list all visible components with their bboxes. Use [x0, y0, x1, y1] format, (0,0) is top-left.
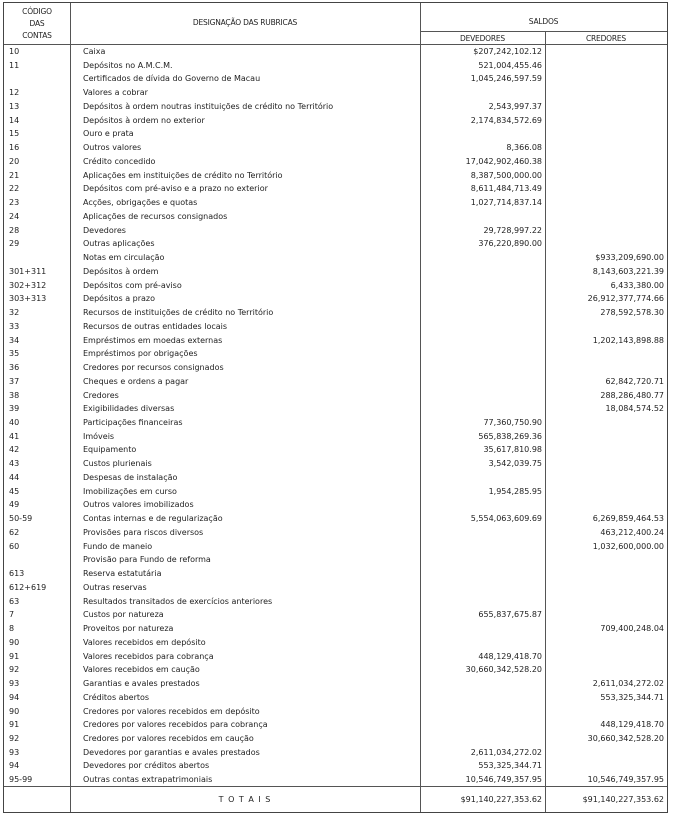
account-code: 94 — [9, 761, 20, 771]
table-row — [4, 265, 667, 279]
account-code: 33 — [9, 321, 20, 331]
account-designation: Credores por valores recebidos em depósito — [83, 706, 260, 716]
account-code: 62 — [9, 527, 20, 537]
account-code: 22 — [9, 184, 20, 194]
account-code: 37 — [9, 376, 20, 386]
debit-balance: 553,325,344.71 — [478, 761, 542, 771]
account-code: 7 — [9, 610, 15, 620]
account-code: 42 — [9, 445, 20, 455]
account-designation: Provisões para riscos diversos — [83, 527, 204, 537]
account-designation: Valores recebidos em depósito — [83, 637, 206, 647]
table-row — [4, 512, 667, 526]
header-line: CÓDIGO — [22, 7, 52, 16]
table-row — [4, 100, 667, 114]
debit-balance: 30,660,342,528.20 — [465, 665, 542, 675]
debit-balance: 10,546,749,357.95 — [465, 775, 542, 785]
account-code: 63 — [9, 596, 20, 606]
debit-balance: 77,360,750.90 — [483, 417, 542, 427]
account-code: 44 — [9, 472, 20, 482]
totals-debit: $91,140,227,353.62 — [460, 795, 542, 804]
table-row — [4, 595, 667, 609]
table-row — [4, 471, 667, 485]
table-row — [4, 718, 667, 732]
debit-column-header: DEVEDORES — [460, 34, 505, 43]
account-designation: Outras aplicações — [83, 239, 155, 249]
table-row — [4, 210, 667, 224]
debit-balance: 565,838,269.36 — [478, 431, 542, 441]
table-row — [4, 608, 667, 622]
account-designation: Créditos abertos — [83, 692, 150, 702]
table-row — [4, 141, 667, 155]
account-designation: Depósitos com pré-aviso e a prazo no exterior — [83, 184, 268, 194]
account-designation: Depósitos a prazo — [83, 294, 155, 304]
credit-balance: 18,084,574.52 — [605, 404, 664, 414]
account-code: 10 — [9, 47, 20, 56]
debit-balance: $207,242,102.12 — [473, 47, 542, 56]
account-code: 21 — [9, 170, 20, 180]
debit-balance: 2,611,034,272.02 — [470, 747, 542, 757]
account-designation: Valores a cobrar — [83, 88, 148, 98]
account-code: 24 — [9, 211, 20, 221]
account-designation: Credores por valores recebidos para cobrança — [83, 720, 268, 730]
credit-balance: 448,129,418.70 — [600, 720, 664, 730]
account-code: 12 — [9, 88, 20, 98]
account-code: 92 — [9, 665, 20, 675]
credit-balance: 2,611,034,272.02 — [592, 679, 664, 689]
credit-balance: 30,660,342,528.20 — [587, 734, 664, 743]
totals-credit: $91,140,227,353.62 — [582, 795, 664, 804]
credit-balance: 278,592,578.30 — [600, 308, 664, 318]
account-designation: Proveitos por natureza — [83, 624, 174, 634]
debit-balance: 29,728,997.22 — [483, 225, 542, 235]
table-row — [4, 155, 667, 169]
credit-balance: 1,202,143,898.88 — [592, 335, 664, 345]
account-code: 92 — [9, 734, 20, 743]
account-code: 13 — [9, 101, 20, 111]
account-designation: Outras contas extrapatrimoniais — [83, 775, 213, 785]
table-row — [4, 45, 667, 59]
debit-balance: 2,543,997.37 — [488, 101, 542, 111]
table-row — [4, 553, 667, 567]
account-designation: Aplicações em instituições de crédito no Território — [83, 170, 283, 180]
table-row — [4, 759, 667, 773]
table-row — [4, 457, 667, 471]
credit-balance: 6,433,380.00 — [610, 280, 664, 290]
account-designation: Certificados de dívida do Governo de Macau — [83, 74, 261, 84]
debit-balance: 521,004,455.46 — [478, 60, 542, 70]
account-designation: Cheques e ordens a pagar — [83, 376, 189, 386]
account-code: 35 — [9, 349, 20, 359]
debit-balance: 35,617,810.98 — [483, 445, 542, 455]
account-code: 16 — [9, 143, 20, 153]
account-code: 38 — [9, 390, 20, 400]
credit-balance: 463,212,400.24 — [600, 527, 664, 537]
account-designation: Acções, obrigações e quotas — [83, 198, 198, 208]
credit-balance: 10,546,749,357.95 — [587, 775, 664, 785]
table-row — [4, 677, 667, 691]
account-designation: Imobilizações em curso — [83, 486, 177, 496]
balance-sheet-table — [3, 2, 668, 813]
debit-balance: 8,387,500,000.00 — [470, 170, 542, 180]
credit-balance: 6,269,859,464.53 — [592, 514, 664, 524]
account-designation: Participações financeiras — [83, 417, 183, 427]
debit-balance: 1,045,246,597.59 — [470, 74, 542, 84]
account-designation: Credores por valores recebidos em caução — [83, 734, 254, 743]
account-code: 32 — [9, 308, 20, 318]
table-row — [4, 320, 667, 334]
account-designation: Crédito concedido — [83, 156, 156, 166]
table-row — [4, 581, 667, 595]
account-designation: Credores por recursos consignados — [83, 363, 224, 373]
account-designation: Custos por natureza — [83, 610, 164, 620]
credit-balance: 8,143,603,221.39 — [592, 266, 664, 276]
account-code: 28 — [9, 225, 20, 235]
debit-balance: 2,174,834,572.69 — [470, 115, 542, 125]
account-code: 91 — [9, 720, 20, 730]
account-code: 39 — [9, 404, 20, 414]
account-designation: Aplicações de recursos consignados — [83, 211, 228, 221]
account-designation: Caixa — [83, 47, 106, 56]
table-row — [4, 196, 667, 210]
table-row — [4, 347, 667, 361]
debit-balance: 448,129,418.70 — [478, 651, 542, 661]
table-row — [4, 705, 667, 719]
debit-balance: 655,837,675.87 — [478, 610, 542, 620]
account-designation: Outras reservas — [83, 582, 147, 592]
account-code: 95-99 — [9, 775, 33, 785]
account-designation: Valores recebidos em caução — [83, 665, 200, 675]
credit-balance: $933,209,690.00 — [595, 253, 664, 263]
account-code: 94 — [9, 692, 20, 702]
account-designation: Empréstimos em moedas externas — [83, 335, 223, 345]
table-row — [4, 375, 667, 389]
debit-balance: 1,954,285.95 — [488, 486, 542, 496]
debit-balance: 1,027,714,837.14 — [470, 198, 542, 208]
account-designation: Custos plurienais — [83, 459, 152, 469]
account-code: 50-59 — [9, 514, 33, 524]
account-code: 14 — [9, 115, 20, 125]
debit-balance: 17,042,902,460.38 — [465, 156, 542, 166]
account-designation: Valores recebidos para cobrança — [83, 651, 214, 661]
account-code: 60 — [9, 541, 20, 551]
account-designation: Ouro e prata — [83, 129, 134, 139]
account-designation: Devedores por garantias e avales prestados — [83, 747, 260, 757]
account-designation: Recursos de outras entidades locais — [83, 321, 228, 331]
table-row — [4, 498, 667, 512]
debit-balance: 8,611,484,713.49 — [470, 184, 542, 194]
account-code: 43 — [9, 459, 20, 469]
header-divider — [420, 31, 667, 32]
debit-balance: 5,554,063,609.69 — [470, 514, 542, 524]
account-designation: Empréstimos por obrigações — [83, 349, 198, 359]
credit-balance: 288,286,480.77 — [600, 390, 664, 400]
credit-balance: 1,032,600,000.00 — [592, 541, 664, 551]
account-code: 41 — [9, 431, 20, 441]
account-code: 90 — [9, 706, 20, 716]
account-designation: Despesas de instalação — [83, 472, 178, 482]
account-code: 23 — [9, 198, 20, 208]
credit-balance: 62,842,720.71 — [605, 376, 664, 386]
account-designation: Depósitos à ordem no exterior — [83, 115, 205, 125]
account-code: 8 — [9, 624, 15, 634]
table-row — [4, 443, 667, 457]
account-designation: Resultados transitados de exercícios anteriores — [83, 596, 273, 606]
table-row — [4, 663, 667, 677]
account-designation: Devedores por créditos abertos — [83, 761, 210, 771]
account-designation: Outros valores imobilizados — [83, 500, 194, 510]
account-code: 302+312 — [9, 280, 47, 290]
table-row — [4, 334, 667, 348]
table-row — [4, 389, 667, 403]
table-row — [4, 691, 667, 705]
account-designation: Depósitos com pré-aviso — [83, 280, 182, 290]
table-row — [4, 622, 667, 636]
account-code: 11 — [9, 60, 20, 70]
credit-balance: 709,400,248.04 — [600, 624, 664, 634]
debit-balance: 376,220,890.00 — [478, 239, 542, 249]
table-row — [4, 746, 667, 760]
account-designation: Reserva estatutária — [83, 569, 162, 579]
account-code: 93 — [9, 747, 20, 757]
table-row — [4, 114, 667, 128]
table-row — [4, 59, 667, 73]
table-row — [4, 127, 667, 141]
debit-balance: 3,542,039.75 — [488, 459, 542, 469]
account-designation: Provisão para Fundo de reforma — [83, 555, 211, 565]
table-row — [4, 306, 667, 320]
table-row — [4, 361, 667, 375]
balances-header: SALDOS — [528, 17, 559, 26]
table-row — [4, 224, 667, 238]
account-designation: Devedores — [83, 225, 126, 235]
account-code: 613 — [9, 569, 25, 579]
account-designation: Credores — [83, 390, 119, 400]
account-designation: Equipamento — [83, 445, 137, 455]
table-row — [4, 237, 667, 251]
table-row — [4, 416, 667, 430]
account-designation: Exigibilidades diversas — [83, 404, 175, 414]
account-code: 91 — [9, 651, 20, 661]
table-row — [4, 526, 667, 540]
account-code: 612+619 — [9, 582, 47, 592]
debit-balance: 8,366.08 — [506, 143, 542, 153]
account-code: 301+311 — [9, 266, 47, 276]
account-code: 34 — [9, 335, 20, 345]
account-designation: Imóveis — [83, 431, 115, 441]
account-code: 20 — [9, 156, 20, 166]
table-row — [4, 169, 667, 183]
account-designation: Garantias e avales prestados — [83, 679, 200, 689]
table-row — [4, 251, 667, 265]
header-line: CONTAS — [22, 31, 52, 40]
table-row — [4, 732, 667, 746]
table-row — [4, 402, 667, 416]
account-designation: Outros valores — [83, 143, 142, 153]
account-designation: Depósitos à ordem noutras instituições de crédito no Território — [83, 101, 334, 111]
account-designation: Depósitos à ordem — [83, 266, 159, 276]
credit-balance: 26,912,377,774.66 — [587, 294, 664, 304]
account-designation: Notas em circulação — [83, 253, 165, 263]
table-row — [4, 279, 667, 293]
account-designation: Recursos de instituições de crédito no Território — [83, 308, 274, 318]
table-row — [4, 773, 667, 787]
account-code: 93 — [9, 679, 20, 689]
table-row — [4, 430, 667, 444]
designation-column-header: DESIGNAÇÃO DAS RUBRICAS — [192, 18, 298, 27]
account-code: 303+313 — [9, 294, 47, 304]
account-designation: Contas internas e de regularização — [83, 514, 223, 524]
account-code: 90 — [9, 637, 20, 647]
credit-column-header: CREDORES — [586, 34, 626, 43]
totals-label: T O T A I S — [218, 795, 272, 804]
table-row — [4, 292, 667, 306]
account-code: 29 — [9, 239, 20, 249]
code-column-header — [4, 6, 70, 42]
account-code: 45 — [9, 486, 20, 496]
table-row — [4, 540, 667, 554]
table-row — [4, 636, 667, 650]
table-row — [4, 182, 667, 196]
credit-balance: 553,325,344.71 — [600, 692, 664, 702]
table-row — [4, 650, 667, 664]
account-code: 15 — [9, 129, 20, 139]
table-row — [4, 86, 667, 100]
account-code: 40 — [9, 417, 20, 427]
account-code: 36 — [9, 363, 20, 373]
account-designation: Depósitos no A.M.C.M. — [83, 60, 173, 70]
account-designation: Fundo de maneio — [83, 541, 153, 551]
table-row — [4, 485, 667, 499]
header-line: DAS — [29, 19, 45, 28]
table-row — [4, 567, 667, 581]
table-row — [4, 72, 667, 86]
account-code: 49 — [9, 500, 20, 510]
